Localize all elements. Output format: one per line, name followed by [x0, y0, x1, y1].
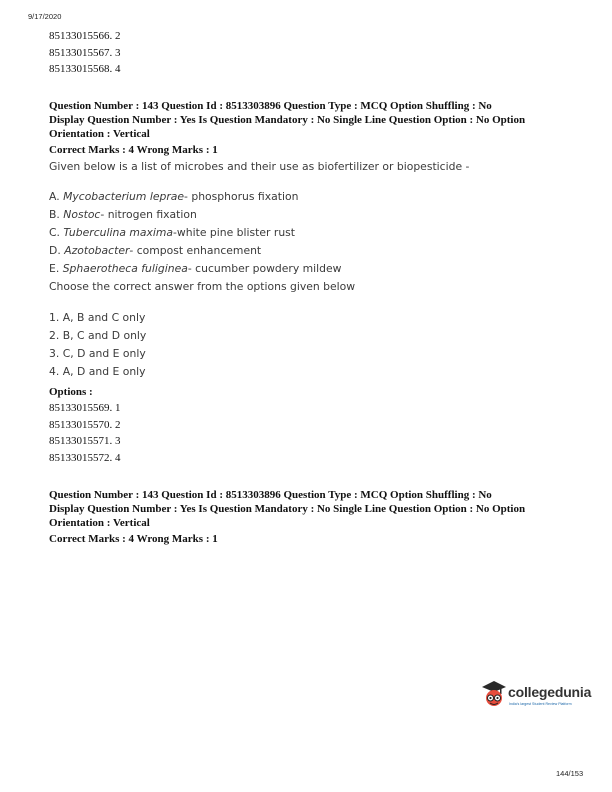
marks-line: Correct Marks : 4 Wrong Marks : 1 [49, 533, 218, 545]
question-header-line: Orientation : Vertical [49, 128, 150, 140]
microbe-name: Nostoc [63, 208, 101, 221]
question-header-line: Question Number : 143 Question Id : 8513303896 Question Type : MCQ Option Shuffling : No [49, 489, 492, 501]
question-header-line: Question Number : 143 Question Id : 8513303896 Question Type : MCQ Option Shuffling : No [49, 100, 492, 112]
choice-item: 2. B, C and D only [49, 329, 147, 342]
graduate-mascot-icon [480, 678, 508, 712]
choice-item: 4. A, D and E only [49, 365, 146, 378]
list-item: D. Azotobacter- compost enhancement [49, 244, 262, 257]
option-line: 85133015572. 4 [49, 451, 121, 464]
option-line: 85133015571. 3 [49, 435, 121, 447]
question-header-line: Display Question Number : Yes Is Question Mandatory : No Single Line Question Option : No Option [49, 114, 526, 126]
list-item: E. Sphaerotheca fuliginea- cucumber powdery mildew [49, 262, 342, 275]
microbe-name: Azotobacter [64, 244, 130, 257]
list-item: C. Tuberculina maxima-white pine blister rust [49, 226, 296, 239]
choice-item: 3. C, D and E only [49, 347, 146, 360]
question-header-line: Display Question Number : Yes Is Question Mandatory : No Single Line Question Option : No Option [49, 503, 526, 515]
question-header [49, 99, 579, 141]
collegedunia-logo [480, 678, 590, 718]
stem-text: Given below is a list of microbes and their use as biofertilizer or biopesticide - [49, 160, 470, 173]
option-line: 85133015570. 2 [49, 418, 121, 431]
options-list [49, 400, 121, 466]
option-line: 85133015566. 2 [49, 30, 121, 42]
microbe-name: Sphaerotheca fuliginea [62, 262, 188, 275]
microbe-name: Tuberculina maxima [63, 226, 174, 239]
options-label: Options : [49, 386, 93, 398]
microbe-list [49, 188, 355, 296]
page-number: 144/153 [556, 769, 584, 778]
answer-choices [49, 309, 146, 381]
previous-options-list [49, 28, 121, 78]
choice-item: 1. A, B and C only [49, 311, 146, 324]
logo-tagline: India's largest Student Review Platform [509, 702, 572, 706]
question-header [49, 488, 579, 530]
list-item: B. Nostoc- nitrogen fixation [49, 208, 197, 221]
instruction-text: Choose the correct answer from the options given below [49, 280, 356, 293]
question-header-line: Orientation : Vertical [49, 517, 150, 529]
list-item: A. Mycobacterium leprae- phosphorus fixation [49, 190, 299, 203]
logo-wordmark: collegedunia [508, 684, 592, 700]
question-stem [49, 158, 469, 176]
marks-line: Correct Marks : 4 Wrong Marks : 1 [49, 144, 218, 156]
print-date: 9/17/2020 [28, 12, 62, 21]
option-line: 85133015567. 3 [49, 46, 121, 59]
microbe-name: Mycobacterium leprae [63, 190, 185, 203]
option-line: 85133015568. 4 [49, 63, 121, 75]
option-line: 85133015569. 1 [49, 402, 121, 414]
